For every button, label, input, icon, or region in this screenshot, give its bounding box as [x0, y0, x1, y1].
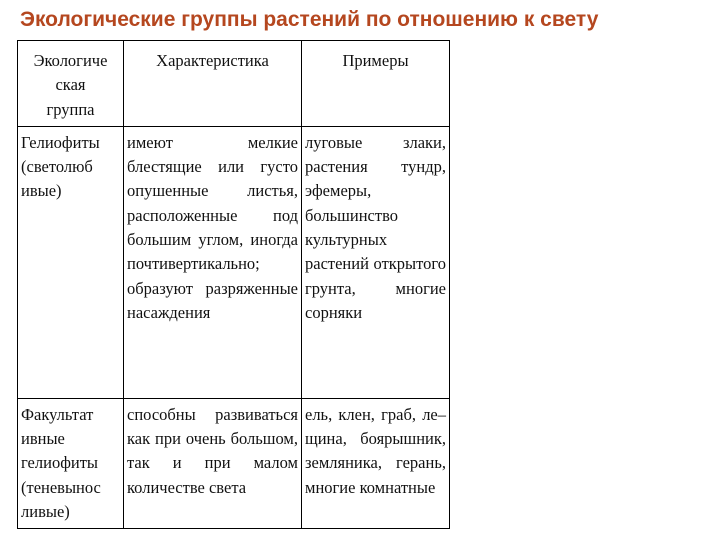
group-text-line: (теневынос: [21, 477, 101, 497]
examples-cell: ель, клен, граб, ле–щина, боярышник, земляника, герань, многие комнатные: [302, 398, 450, 528]
group-text-line: гелиофиты: [21, 453, 99, 473]
group-text-line: Гелиофиты: [21, 132, 100, 152]
header-cell-group: [18, 41, 124, 127]
group-cell: [18, 398, 124, 528]
group-text-line: ивные: [21, 429, 65, 449]
table-row: [18, 126, 450, 398]
group-cell: [18, 126, 124, 398]
header-text-line: Характеристика: [156, 51, 269, 70]
table-row: [18, 398, 450, 528]
header-text-line: Экологиче: [33, 51, 108, 70]
group-text-line: (светолюб: [21, 157, 93, 177]
ecological-groups-table: [17, 40, 450, 529]
examples-cell: луговые злаки, растения тундр, эфемеры, большинство культурных растений открытого грунта, многие сорняки: [302, 126, 450, 398]
header-text-line: группа: [46, 99, 95, 119]
table-header-row: [18, 41, 450, 127]
group-text-line: ивые): [21, 181, 62, 201]
header-cell-characteristic: [124, 41, 302, 127]
group-text-line: ливые): [21, 502, 70, 522]
characteristic-cell: способны развиваться как при очень большом, так и при малом количестве света: [124, 398, 302, 528]
header-cell-examples: [302, 41, 450, 127]
page-title: Экологические группы растений по отношению к свету: [20, 8, 599, 31]
group-text-line: Факультат: [21, 404, 94, 424]
characteristic-cell: имеют мелкие блестящие или густо опушенные листья, расположенные под большим углом, иногда почтивертикально; образуют разряженные насаждения: [124, 126, 302, 398]
header-text-line: ская: [55, 75, 86, 95]
header-text-line: Примеры: [342, 51, 409, 70]
